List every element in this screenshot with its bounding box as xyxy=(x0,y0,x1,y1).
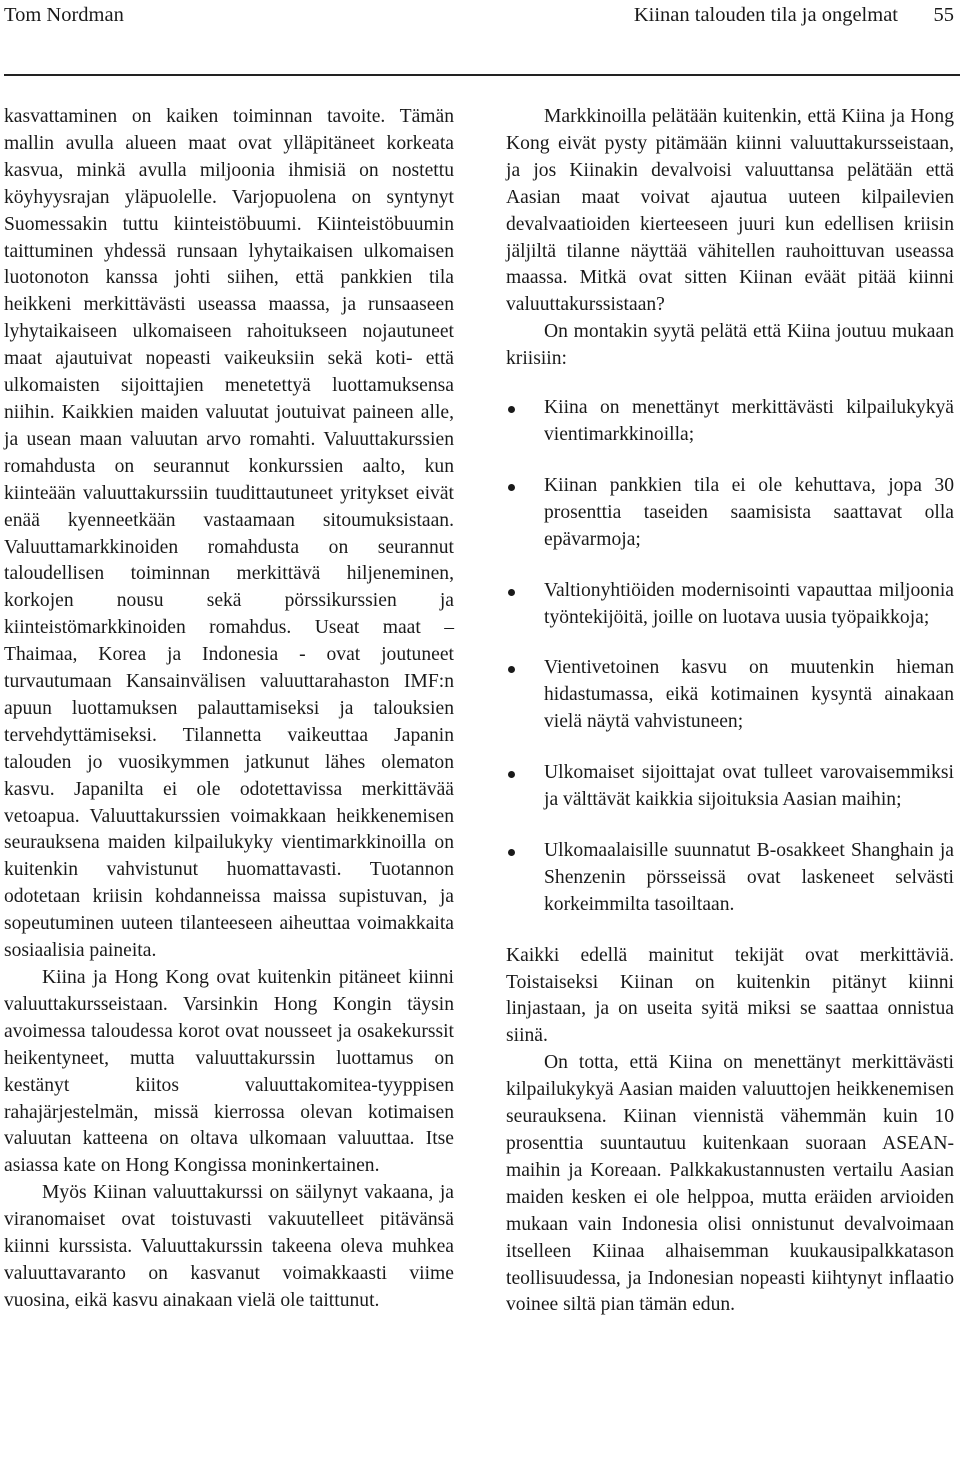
paragraph: Kaikki edellä mainitut tekijät ovat merkittäviä. Toistaiseksi Kiinan on kuitenkin pitänyt kiinni linjastaan, ja on useita syitä miksi se saattaa onnistua siinä. xyxy=(506,944,954,1047)
bullet-icon xyxy=(508,849,515,856)
page-number: 55 xyxy=(933,4,954,26)
left-column xyxy=(4,104,454,1315)
right-column xyxy=(506,104,954,1319)
page-header xyxy=(0,0,960,30)
paragraph: kasvattaminen on kaiken toiminnan tavoite. Tämän mallin avulla alueen maat ovat ylläpitäneet korkeata kasvua, minkä avulla miljoonia ihmisiä on nostettu köyhyysrajan yläpuolelle. Varjopuolena on syntynyt Suomessakin tuttu kiinteistöbuumi. Kiinteistöbuumin taittuminen yhdessä runsaan lyhytaikaisen ulkomaisen luotonoton kanssa johti siihen, että pankkien tila heikkeni merkittävästi useassa maassa, ja runsaaseen lyhytaikaiseen ulkomaiseen rahoitukseen nojautuneet maat ajautuivat nopeasti vaikeuksiin sekä koti- että ulkomaisten sijoittajien menetettyä luottamuksensa niihin. Kaikkien maiden valuutat joutuivat paineen alle, ja usean maan valuutan arvo romahti. Valuuttakurssien romahdusta on seurannut konkurssien aalto, kun kiinteään valuuttakurssiin tuudittautuneet yritykset eivät enää kyenneetkään vastaamaan sitoumuksistaan. Valuuttamarkkinoiden romahdusta on seurannut taloudellisen toiminnan merkittävä hiljeneminen, korkojen nousu sekä pörssikurssien ja kiinteistömarkkinoiden romahdus. Useat maat – Thaimaa, Korea ja Indonesia - ovat joutuneet turvautumaan Kansainvälisen valuuttarahaston IMF:n apuun luottamuksen palauttamiseksi ja talouksien tervehdyttämiseksi. Tilannetta vaikeuttaa Japanin talouden jo vuosikymmen jatkunut lähes olematon kasvu. Japanilta ei ole odotettavissa merkittävää vetoapua. Valuuttakurssien voimakkaan heikkenemisen seurauksena maiden kilpailukyky vientimarkkinoilla on kuitenkin vahvistunut huomattavasti. Tuotannon odotetaan kriisin kohdanneissa maissa supistuvan, ja sopeutuminen uuteen tilanteeseen aiheuttaa voimakkaita sosiaalisia paineita. xyxy=(4,106,454,962)
bullet-icon xyxy=(508,771,515,778)
paragraph: Kiina ja Hong Kong ovat kuitenkin pitäneet kiinni valuuttakursseistaan. Varsinkin Hong Kongin täysin avoimessa taloudessa korot ovat nousseet ja osakekurssit heikentyneet, mutta valuuttakurssin luottamus on kestänyt kiitos valuuttakomitea-tyyppisen rahajärjestelmän, missä kierrossa olevan kotimaisen valuutan katteena on oltava ulkomaan valuuttaa. Itse asiassa kate on Hong Kongissa moninkertainen. xyxy=(4,967,454,1177)
list-item xyxy=(506,760,954,814)
list-item-text: Ulkomaalaisille suunnatut B-osakkeet Shanghain ja Shenzenin pörsseissä ovat laskeneet selvästi korkeimmilta tasoiltaan. xyxy=(544,839,954,915)
list-item xyxy=(506,473,954,554)
list-item-text: Kiinan pankkien tila ei ole kehuttava, jopa 30 prosenttia taseiden saamisista saattavat olla epävarmoja; xyxy=(544,474,954,550)
bullet-icon xyxy=(508,484,515,491)
list-item-text: Ulkomaiset sijoittajat ovat tulleet varovaisemmiksi ja välttävät kaikkia sijoituksia Aasian maihin; xyxy=(544,762,954,811)
bullet-icon xyxy=(508,589,515,596)
list-item-text: Vientivetoinen kasvu on muutenkin hieman hidastumassa, eikä kotimainen kysyntä ainakaan vielä näytä vahvistuneen; xyxy=(544,657,954,733)
list-item xyxy=(506,395,954,449)
paragraph: On montakin syytä pelätä että Kiina joutuu mukaan kriisiin: xyxy=(506,321,954,370)
header-title: Kiinan talouden tila ja ongelmat xyxy=(633,4,898,26)
list-item xyxy=(506,838,954,919)
paragraph: Myös Kiinan valuuttakurssi on säilynyt vakaana, ja viranomaiset ovat toistuvasti vakuutelleet pitävänsä kiinni kurssista. Valuuttakurssin takeena oleva muhkea valuuttavaranto on kasvanut voimakkaasti viime vuosina, eikä kasvu ainakaan vielä ole taittunut. xyxy=(4,1182,454,1311)
header-rule xyxy=(4,74,960,76)
list-item-text: Kiina on menettänyt merkittävästi kilpailukykyä vientimarkkinoilla; xyxy=(544,397,954,445)
list-item xyxy=(506,578,954,632)
list-item-text: Valtionyhtiöiden modernisointi vapauttaa miljoonia työntekijöitä, joille on luotava uusia työpaikkoja; xyxy=(544,579,954,628)
list-item xyxy=(506,655,954,736)
header-author: Tom Nordman xyxy=(4,4,124,26)
paragraph: Markkinoilla pelätään kuitenkin, että Kiina ja Hong Kong eivät pysty pitämään kiinni valuuttakursseistaan, ja jos Kiinakin devalvoisi valuuttansa pelätään että Aasian maat voivat ajautua uuteen kilpailevien devalvaatioiden kierteeseen juuri kun edellisen kriisin jäljiltä tilanne näyttää vähitellen rauhoittuvan useassa maassa. Mitkä ovat sitten Kiinan eväät pitää kiinni valuuttakurssistaan? xyxy=(506,106,954,316)
bullet-list xyxy=(506,395,954,919)
bullet-icon xyxy=(508,666,515,673)
bullet-icon xyxy=(508,406,515,413)
paragraph: On totta, että Kiina on menettänyt merkittävästi kilpailukykyä Aasian maiden valuuttojen heikkenemisen seurauksena. Kiinan viennistä vähemmän kuin 10 prosenttia suuntautuu kuitenkaan suoraan ASEAN-maihin ja Koreaan. Palkkakustannusten vertailu Aasian maiden kesken ei ole helppoa, mutta eräiden arvioiden mukaan vain Indonesia olisi onnistunut devalvoimaan itselleen Kiinaa alhaisemman kuukausipalkkatason teollisuudessa, ja Indonesian nopeasti kiihtynyt inflaatio voinee siltä pian tämän edun. xyxy=(506,1052,954,1316)
